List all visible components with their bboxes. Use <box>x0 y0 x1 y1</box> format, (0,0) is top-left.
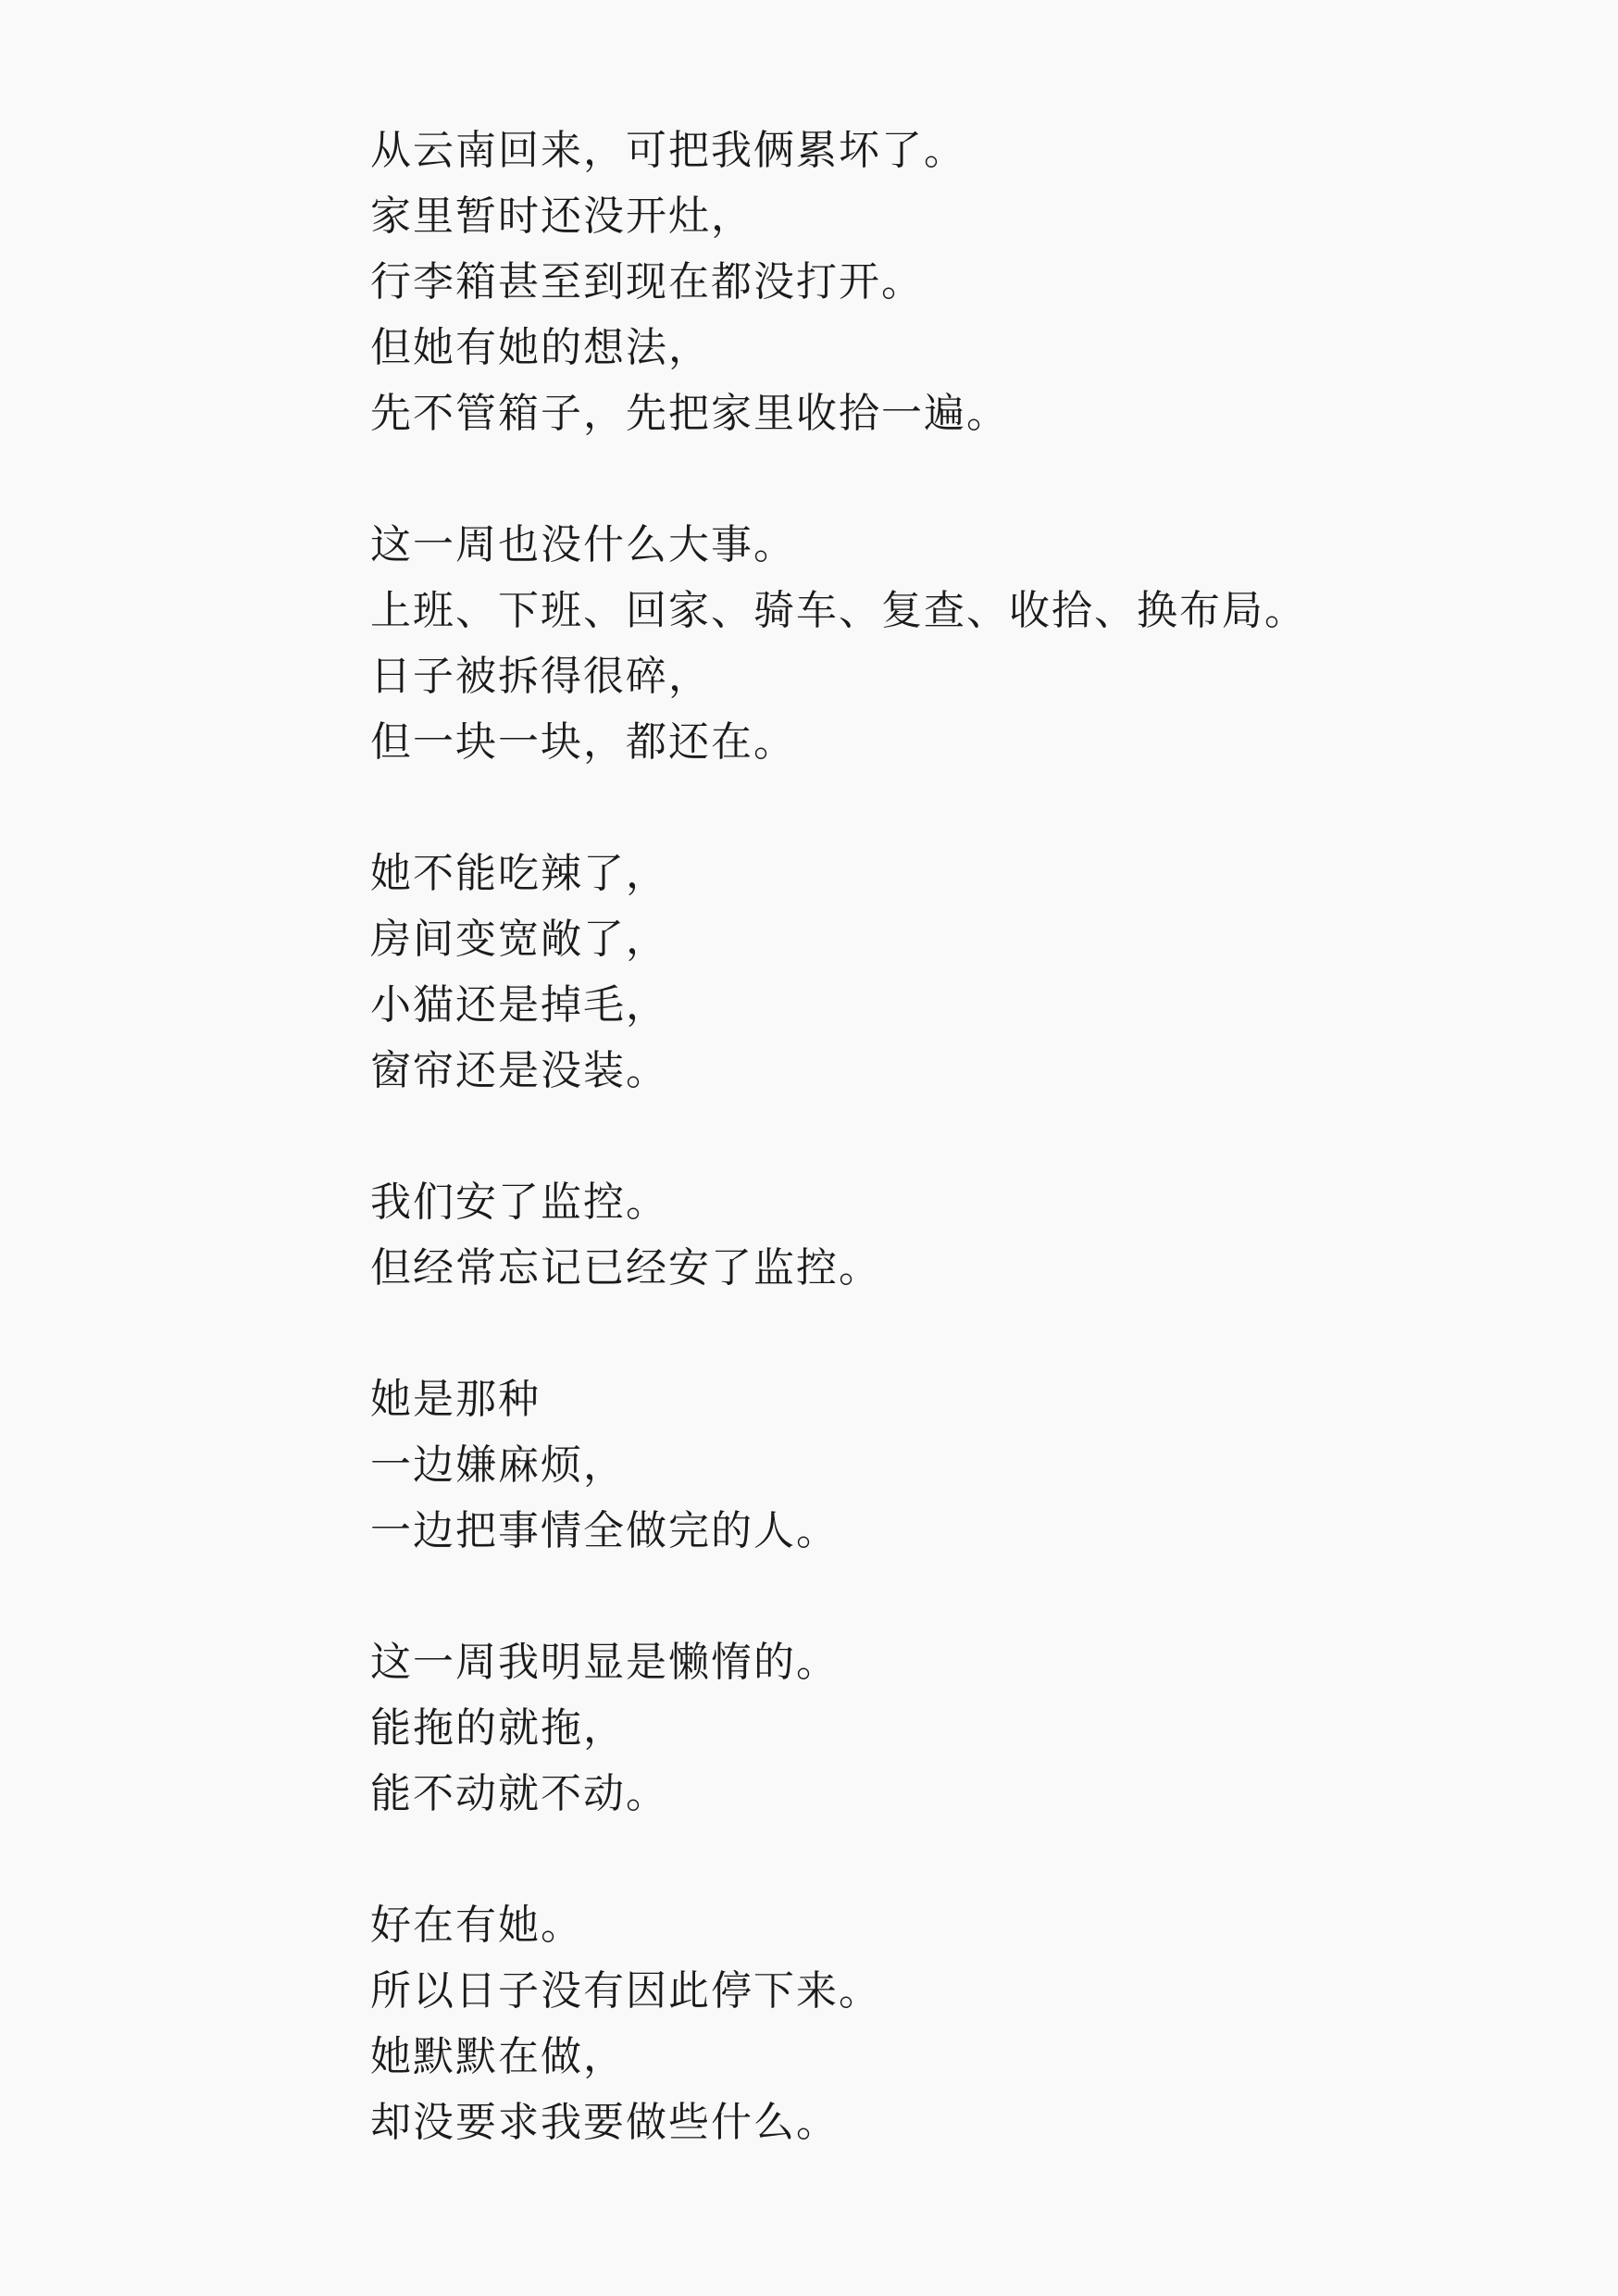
poem-line: 上班、下班、回家、骑车、复查、收拾、换布局。 <box>370 587 1307 634</box>
poem-line: 但她有她的想法， <box>370 324 711 371</box>
poem-line: 家里暂时还没开灶， <box>370 193 753 240</box>
stanza-2 <box>370 512 1574 775</box>
poem-line: 好在有她。 <box>370 1902 583 1949</box>
poem-line: 一边把事情全做完的人。 <box>370 1507 839 1554</box>
poem-line: 我们安了监控。 <box>370 1179 668 1226</box>
stanza-1 <box>370 118 1574 446</box>
poem-line: 从云南回来，可把我俩累坏了。 <box>370 127 966 174</box>
poem-line: 先不管箱子，先把家里收拾一遍。 <box>370 390 1009 437</box>
poem-line: 小猫还是掉毛， <box>370 981 668 1029</box>
poem-line: 却没要求我要做些什么。 <box>370 2099 839 2146</box>
poem-line: 她默默在做， <box>370 2033 626 2080</box>
poem-line: 但经常忘记已经安了监控。 <box>370 1244 881 1292</box>
poem-line: 她是那种 <box>370 1376 541 1423</box>
poem-line: 但一块一块，都还在。 <box>370 718 796 766</box>
poem-line: 行李箱甚至到现在都没打开。 <box>370 258 924 306</box>
stanza-5 <box>370 1366 1574 1564</box>
poem-body <box>370 118 1574 2221</box>
poem-line: 房间变宽敞了， <box>370 916 668 963</box>
poem-line: 一边嫌麻烦， <box>370 1441 626 1489</box>
poem-line: 能不动就不动。 <box>370 1770 668 1817</box>
poem-line: 这一周我明显是懒惰的。 <box>370 1639 839 1686</box>
stanza-4 <box>370 1169 1574 1301</box>
poem-line: 日子被拆得很碎， <box>370 653 711 700</box>
stanza-7 <box>370 1892 1574 2155</box>
poem-line: 她不能吃辣了， <box>370 850 668 897</box>
stanza-3 <box>370 841 1574 1104</box>
poem-line: 所以日子没有因此停下来。 <box>370 1967 881 2015</box>
poem-line: 这一周也没什么大事。 <box>370 521 796 568</box>
stanza-6 <box>370 1629 1574 1827</box>
poem-line: 能拖的就拖， <box>370 1704 626 1752</box>
poem-line: 窗帘还是没装。 <box>370 1047 668 1094</box>
